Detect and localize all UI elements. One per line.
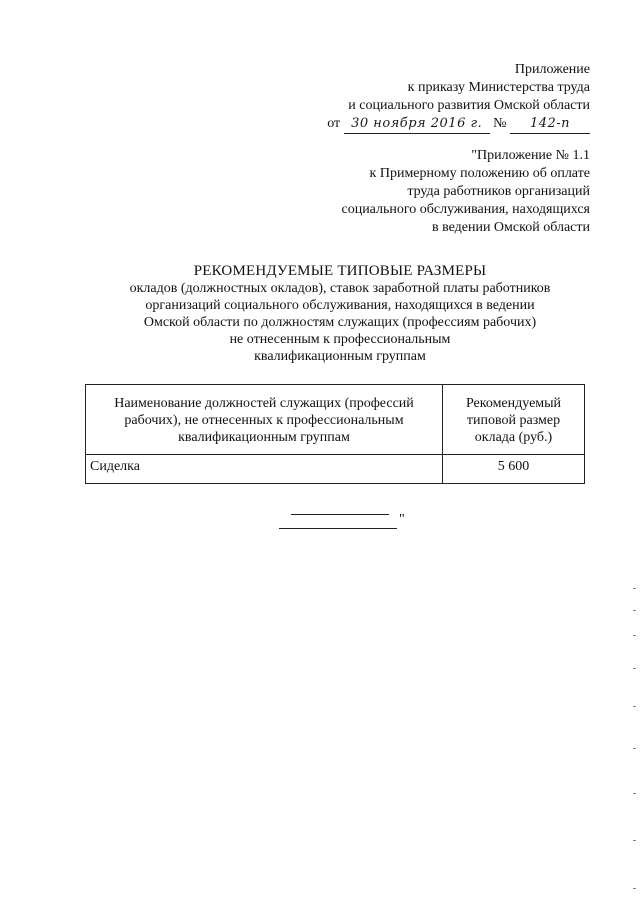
salary-table (85, 384, 585, 484)
table-header-row (86, 385, 585, 455)
salary-column-header: Рекомендуемый типовой размер оклада (руб.) (443, 385, 585, 455)
number-label: № (493, 116, 507, 131)
closing-quote-mark: " (399, 512, 405, 527)
prior-appendix-line: в ведении Омской области (431, 220, 590, 235)
heading-subtitle-line: Омской области по должностям служащих (профессиям рабочих) (143, 315, 537, 330)
order-date-number-line (327, 115, 590, 134)
heading-subtitle-line: организаций социального обслуживания, находящихся в ведении (145, 298, 535, 313)
table-row (86, 455, 585, 484)
appendix-title: Приложение (514, 62, 590, 77)
position-column-header: Наименование должностей служащих (профессий рабочих), не отнесенных к профессиональным квалификационным группам (86, 385, 443, 455)
heading-title: РЕКОМЕНДУЕМЫЕ ТИПОВЫЕ РАЗМЕРЫ (193, 263, 487, 279)
prior-appendix-header (341, 147, 590, 237)
closing-rule (279, 528, 397, 529)
handwritten-date: 30 ноября 2016 г. (344, 115, 490, 134)
appendix-header (327, 61, 590, 134)
prior-appendix-line: к Примерному положению об оплате (369, 166, 590, 181)
prior-appendix-title: "Приложение № 1.1 (471, 148, 590, 163)
handwritten-order-number: 142-п (510, 115, 590, 134)
closing-rule (291, 514, 389, 515)
position-cell: Сиделка (86, 455, 443, 484)
heading-subtitle-line: окладов (должностных окладов), ставок заработной платы работников (129, 281, 551, 296)
from-label: от (327, 116, 341, 131)
prior-appendix-line: социального обслуживания, находящихся (341, 202, 590, 217)
heading-subtitle-line: не отнесенным к профессиональным (229, 332, 451, 347)
prior-appendix-line: труда работников организаций (407, 184, 590, 199)
appendix-ministry: и социального развития Омской области (348, 98, 590, 113)
scan-edge-marks (633, 588, 636, 898)
heading-subtitle-line: квалификационным группам (254, 349, 426, 364)
document-heading (100, 263, 580, 365)
appendix-order-ref: к приказу Министерства труда (407, 80, 590, 95)
salary-cell: 5 600 (443, 455, 585, 484)
